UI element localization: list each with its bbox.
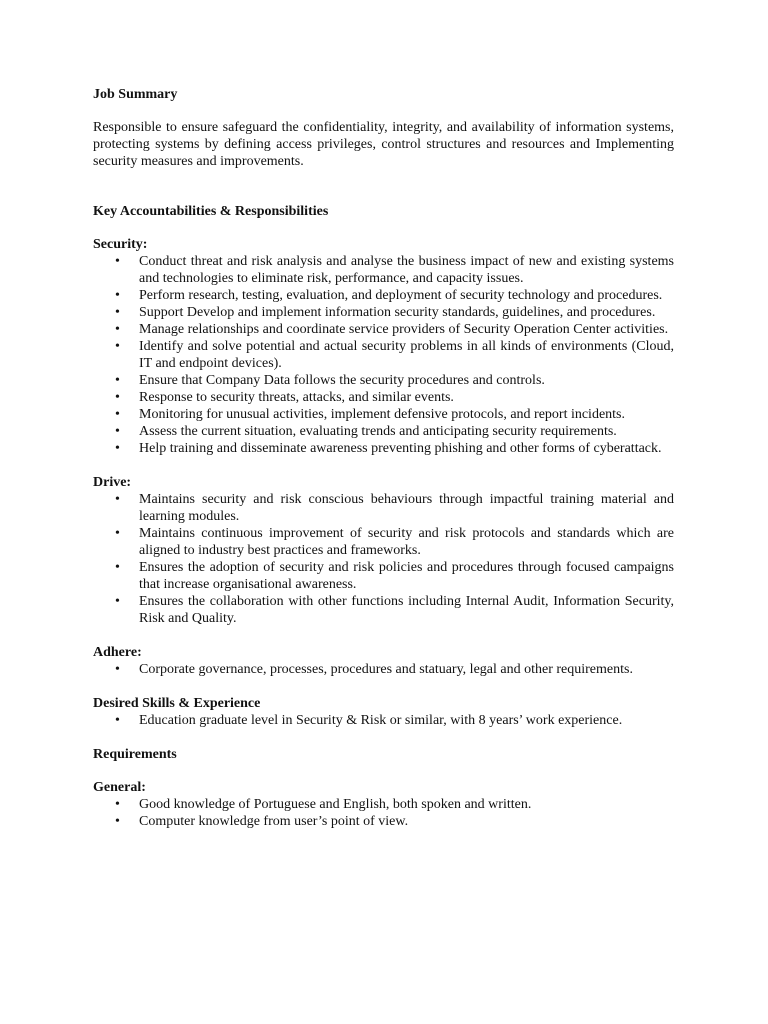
list-item: • Support Develop and implement information security standards, guidelines, and procedures.	[93, 304, 674, 321]
list-item: • Computer knowledge from user’s point of view.	[93, 813, 674, 830]
security-label: Security:	[93, 237, 148, 252]
requirements-heading: Requirements	[93, 747, 177, 762]
list-item: • Corporate governance, processes, procedures and statuary, legal and other requirements.	[93, 661, 674, 678]
list-item: • Good knowledge of Portuguese and English, both spoken and written.	[93, 796, 674, 813]
list-item: • Ensures the adoption of security and risk policies and procedures through focused campaigns that increase organisational awareness.	[93, 559, 674, 593]
drive-label: Drive:	[93, 475, 132, 490]
general-label: General:	[93, 780, 146, 795]
drive-list	[93, 491, 674, 627]
list-item: • Education graduate level in Security & Risk or similar, with 8 years’ work experience.	[93, 712, 674, 729]
adhere-list	[93, 661, 674, 678]
job-summary-heading: Job Summary	[93, 87, 178, 102]
key-accountabilities-heading: Key Accountabilities & Responsibilities	[93, 204, 329, 219]
list-item: • Identify and solve potential and actual security problems in all kinds of environments (Cloud, IT and endpoint devices).	[93, 338, 674, 372]
job-summary-text: Responsible to ensure safeguard the confidentiality, integrity, and availability of information systems, protecting systems by defining access privileges, control structures and resources and Implementing security measures and improvements.	[93, 120, 674, 169]
list-item: • Assess the current situation, evaluating trends and anticipating security requirements.	[93, 423, 674, 440]
desired-skills-list	[93, 712, 674, 729]
list-item: • Maintains continuous improvement of security and risk protocols and standards which are aligned to industry best practices and frameworks.	[93, 525, 674, 559]
list-item: • Maintains security and risk conscious behaviours through impactful training material and learning modules.	[93, 491, 674, 525]
list-item: • Response to security threats, attacks, and similar events.	[93, 389, 674, 406]
list-item: • Ensure that Company Data follows the security procedures and controls.	[93, 372, 674, 389]
general-list	[93, 796, 674, 830]
list-item: • Perform research, testing, evaluation, and deployment of security technology and procedures.	[93, 287, 674, 304]
list-item: • Monitoring for unusual activities, implement defensive protocols, and report incidents.	[93, 406, 674, 423]
list-item: • Help training and disseminate awareness preventing phishing and other forms of cyberattack.	[93, 440, 674, 457]
security-list	[93, 253, 674, 457]
list-item: • Ensures the collaboration with other functions including Internal Audit, Information Security, Risk and Quality.	[93, 593, 674, 627]
desired-skills-heading: Desired Skills & Experience	[93, 696, 261, 711]
list-item: • Manage relationships and coordinate service providers of Security Operation Center activities.	[93, 321, 674, 338]
adhere-label: Adhere:	[93, 645, 142, 660]
list-item: • Conduct threat and risk analysis and analyse the business impact of new and existing systems and technologies to eliminate risk, performance, and capacity issues.	[93, 253, 674, 287]
